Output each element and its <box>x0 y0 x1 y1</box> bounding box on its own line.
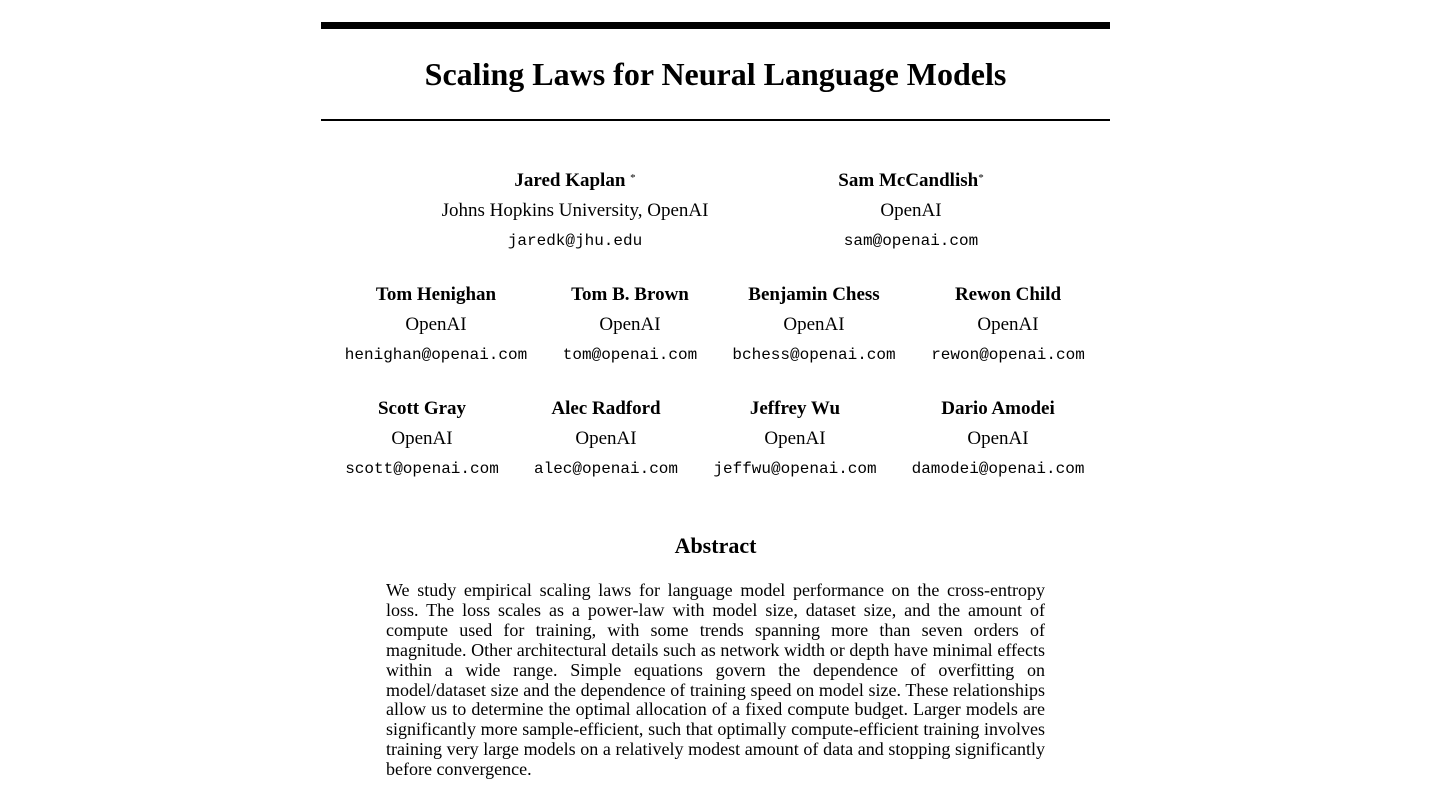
author-email[interactable]: sam@openai.com <box>843 232 979 250</box>
author-email[interactable]: jeffwu@openai.com <box>713 460 877 478</box>
author-affiliation: OpenAI <box>599 314 661 335</box>
author-name: Sam McCandlish* <box>838 170 984 191</box>
author-name: Jeffrey Wu <box>749 398 841 419</box>
author-affiliation: OpenAI <box>405 314 467 335</box>
author-email[interactable]: jaredk@jhu.edu <box>507 232 643 250</box>
author-email[interactable]: scott@openai.com <box>345 460 499 478</box>
author-affiliation: OpenAI <box>977 314 1039 335</box>
author-block-radford <box>534 394 678 484</box>
author-email[interactable]: rewon@openai.com <box>931 346 1085 364</box>
abstract-text: We study empirical scaling laws for language model performance on the cross-entropy loss. The loss scales as a power-law with model size, dataset size, and the amount of compute used for training, with some trends spanning more than seven orders of magnitude. Other architectural details such as network width or depth have minimal effects within a wide range. Simple equations govern the dependence of overfitting on model/dataset size and the dependence of training speed on model size. These relationships allow us to determine the optimal allocation of a fixed compute budget. Larger models are significantly more sample-efficient, such that optimally compute-efficient training involves training very large models on a relatively modest amount of data and stopping significantly before convergence. <box>386 580 1045 780</box>
author-affiliation: OpenAI <box>575 428 637 449</box>
author-block-child <box>931 280 1085 370</box>
author-name: Benjamin Chess <box>748 284 880 305</box>
author-affiliation: OpenAI <box>783 314 845 335</box>
author-email[interactable]: damodei@openai.com <box>911 460 1085 478</box>
author-name: Rewon Child <box>954 284 1062 305</box>
equal-contribution-mark: * <box>978 172 984 184</box>
author-block-wu <box>713 394 876 484</box>
author-affiliation: OpenAI <box>764 428 826 449</box>
equal-contribution-mark: * <box>630 172 636 184</box>
title-bottom-rule <box>321 119 1110 121</box>
author-email[interactable]: henighan@openai.com <box>344 346 528 364</box>
title-top-rule <box>321 22 1110 29</box>
author-block-kaplan <box>442 166 709 256</box>
author-name: Scott Gray <box>377 398 467 419</box>
author-affiliation: OpenAI <box>391 428 453 449</box>
author-name: Alec Radford <box>551 398 661 419</box>
author-affiliation: Johns Hopkins University, OpenAI <box>441 200 709 221</box>
author-block-gray <box>345 394 499 484</box>
author-block-henighan <box>345 280 527 370</box>
author-block-mccandlish <box>838 166 983 256</box>
author-affiliation: OpenAI <box>880 200 942 221</box>
author-email[interactable]: bchess@openai.com <box>732 346 896 364</box>
author-name: Dario Amodei <box>941 398 1055 419</box>
paper-title: Scaling Laws for Neural Language Models <box>424 56 1007 92</box>
author-email[interactable]: alec@openai.com <box>533 460 679 478</box>
author-affiliation: OpenAI <box>967 428 1029 449</box>
author-block-brown <box>563 280 697 370</box>
author-block-amodei <box>912 394 1085 484</box>
abstract-heading: Abstract <box>674 533 757 558</box>
author-block-chess <box>732 280 895 370</box>
author-name: Jared Kaplan * <box>514 170 636 191</box>
author-email[interactable]: tom@openai.com <box>562 346 698 364</box>
author-name: Tom B. Brown <box>571 284 689 305</box>
author-name: Tom Henighan <box>375 284 497 305</box>
